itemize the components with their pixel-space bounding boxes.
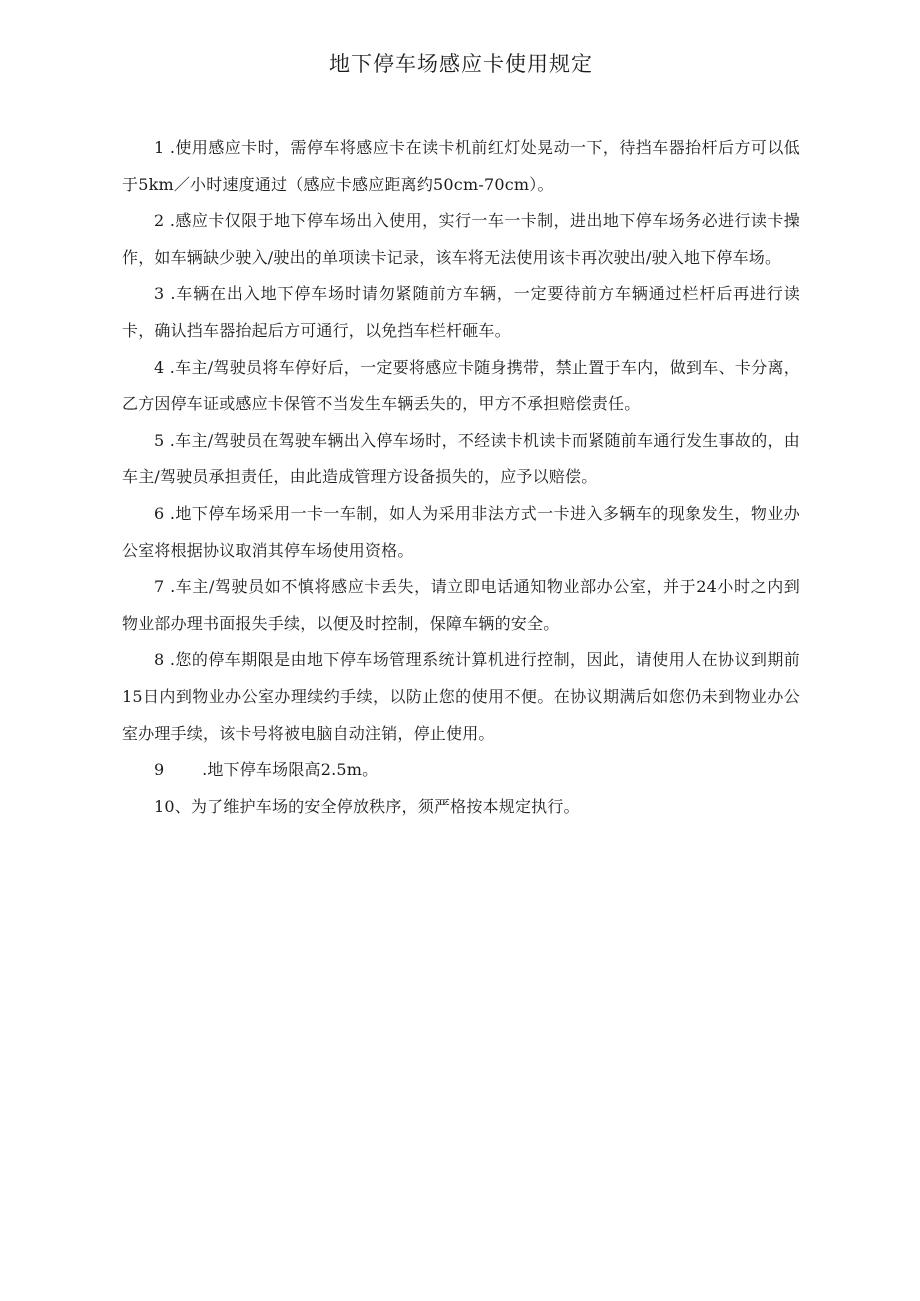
rules-list [122, 130, 800, 825]
rule-item: 2 .感应卡仅限于地下停车场出入使用，实行一车一卡制，进出地下停车场务必进行读卡操作，如车辆缺少驶入/驶出的单项读卡记录，该车将无法使用该卡再次驶出/驶入地下停车场。 [122, 211, 800, 267]
rule-item: 9 .地下停车场限高2.5m。 [154, 760, 379, 780]
rule-item: 5 .车主/驾驶员在驾驶车辆出入停车场时，不经读卡机读卡而紧随前车通行发生事故的，由车主/驾驶员承担责任，由此造成管理方设备损失的，应予以赔偿。 [122, 430, 800, 487]
rule-item: 10、为了维护车场的安全停放秩序，须严格按本规定执行。 [154, 796, 580, 816]
rule-item: 3 .车辆在出入地下停车场时请勿紧随前方车辆，一定要待前方车辆通过栏杆后再进行读卡，确认挡车器抬起后方可通行，以免挡车栏杆砸车。 [122, 284, 800, 340]
rule-item: 4 .车主/驾驶员将车停好后，一定要将感应卡随身携带，禁止置于车内，做到车、卡分离，乙方因停车证或感应卡保管不当发生车辆丢失的，甲方不承担赔偿责任。 [122, 357, 800, 414]
rule-item: 8 .您的停车期限是由地下停车场管理系统计算机进行控制，因此，请使用人在协议到期前15日内到物业办公室办理续约手续，以防止您的使用不便。在协议期满后如您仍未到物业办公室办理手续，该卡号将被电脑自动注销，停止使用。 [122, 650, 800, 743]
rule-item: 7 .车主/驾驶员如不慎将感应卡丢失，请立即电话通知物业部办公室，并于24小时之内到物业部办理书面报失手续，以便及时控制，保障车辆的安全。 [122, 577, 800, 633]
rule-item: 6 .地下停车场采用一卡一车制，如人为采用非法方式一卡进入多辆车的现象发生，物业办公室将根据协议取消其停车场使用资格。 [122, 503, 800, 560]
document-title: 地下停车场感应卡使用规定 [329, 52, 593, 76]
rule-item: 1 .使用感应卡时，需停车将感应卡在读卡机前红灯处晃动一下，待挡车器抬杆后方可以低于5km／小时速度通过（感应卡感应距离约50cm-70cm）。 [122, 138, 800, 194]
